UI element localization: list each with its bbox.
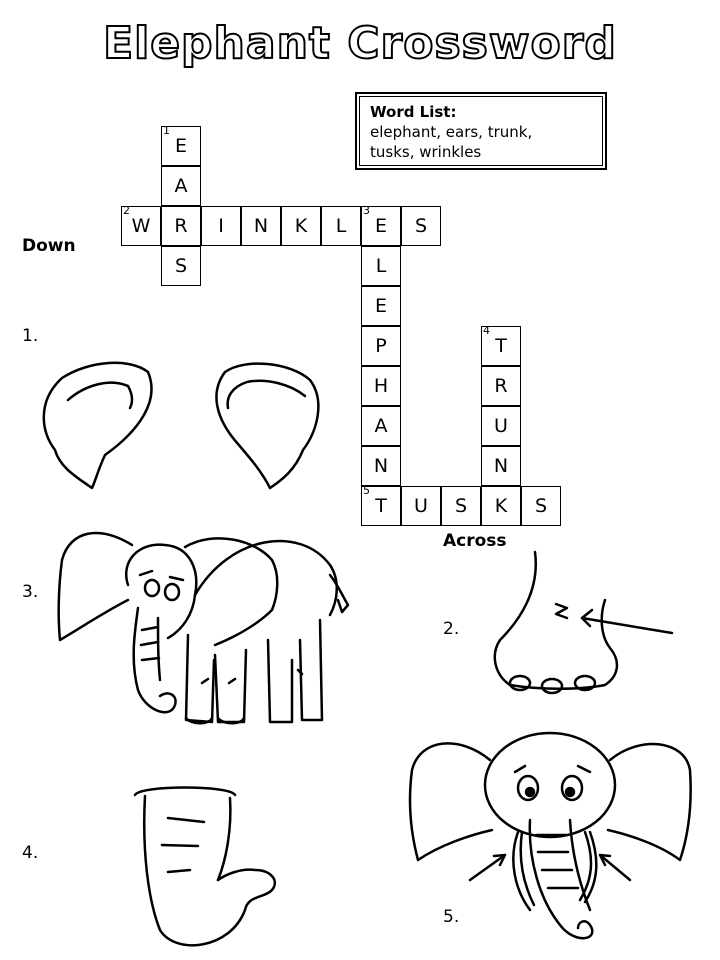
grid-number-5: 5	[363, 484, 370, 497]
clue-number-2: 2.	[443, 619, 460, 639]
wrinkles-drawing	[495, 552, 672, 693]
word-list-header: Word List:	[370, 103, 457, 121]
grid-cell[interactable]: S	[161, 246, 201, 286]
clue-number-4: 4.	[22, 843, 39, 863]
word-list-line-2: tusks, wrinkles	[370, 143, 482, 161]
grid-cell[interactable]: S	[401, 206, 441, 246]
grid-cell[interactable]: P	[361, 326, 401, 366]
grid-cell[interactable]: A	[161, 166, 201, 206]
ears-drawing	[44, 363, 319, 488]
across-heading: Across	[443, 531, 507, 551]
tusks-drawing	[410, 733, 691, 938]
grid-cell[interactable]: H	[361, 366, 401, 406]
grid-number-2: 2	[123, 204, 130, 217]
grid-cell[interactable]: S	[521, 486, 561, 526]
grid-cell[interactable]: K	[281, 206, 321, 246]
grid-cell[interactable]: E	[361, 286, 401, 326]
grid-cell[interactable]: U	[401, 486, 441, 526]
page-title: Elephant Crossword	[103, 18, 617, 69]
grid-cell[interactable]: S	[441, 486, 481, 526]
grid-cell[interactable]: N	[361, 446, 401, 486]
word-list-line-1: elephant, ears, trunk,	[370, 123, 533, 141]
trunk-drawing	[135, 788, 275, 946]
grid-cell[interactable]: K	[481, 486, 521, 526]
grid-cell[interactable]: L	[361, 246, 401, 286]
elephant-drawing	[59, 533, 348, 723]
grid-cell[interactable]: T	[481, 326, 521, 366]
grid-cell[interactable]: U	[481, 406, 521, 446]
down-heading: Down	[22, 236, 76, 256]
grid-cell[interactable]: R	[161, 206, 201, 246]
grid-cell[interactable]: L	[321, 206, 361, 246]
clue-number-3: 3.	[22, 582, 39, 602]
grid-number-3: 3	[363, 204, 370, 217]
grid-cell[interactable]: A	[361, 406, 401, 446]
grid-cell[interactable]: W	[121, 206, 161, 246]
clue-number-5: 5.	[443, 907, 460, 927]
grid-number-4: 4	[483, 324, 490, 337]
clue-number-1: 1.	[22, 326, 39, 346]
grid-number-1: 1	[163, 124, 170, 137]
grid-cell[interactable]: T	[361, 486, 401, 526]
grid-cell[interactable]: E	[361, 206, 401, 246]
grid-cell[interactable]: N	[481, 446, 521, 486]
grid-cell[interactable]: I	[201, 206, 241, 246]
grid-cell[interactable]: E	[161, 126, 201, 166]
grid-cell[interactable]: N	[241, 206, 281, 246]
grid-cell[interactable]: R	[481, 366, 521, 406]
